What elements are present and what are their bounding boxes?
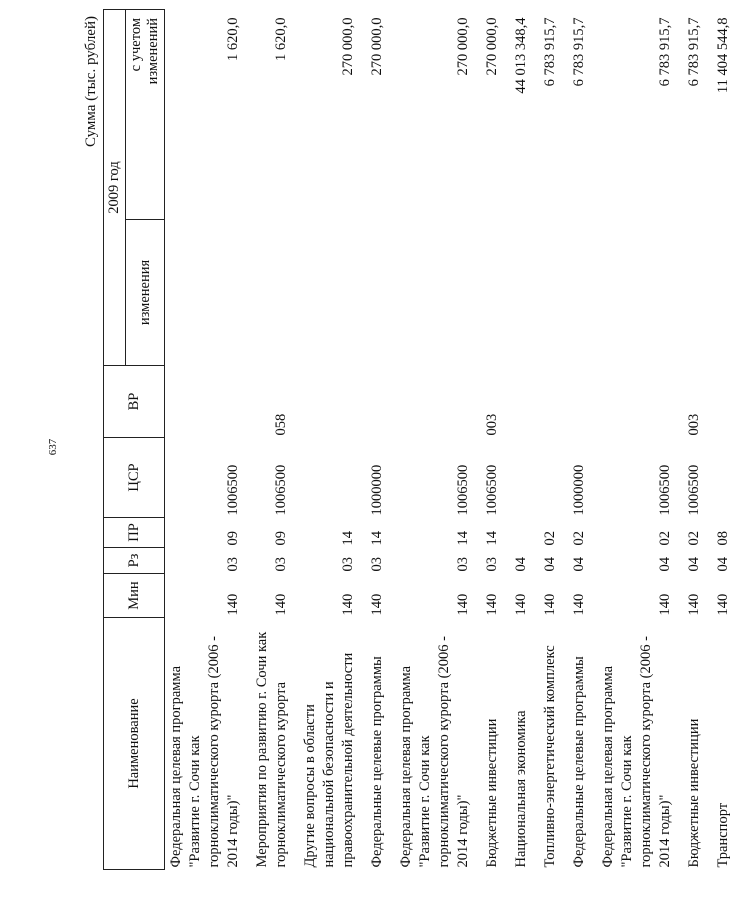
cell-total: 44 013 348,4 bbox=[513, 17, 529, 94]
cell-csr bbox=[504, 438, 533, 518]
cell-pr: 14 bbox=[455, 531, 471, 546]
cell-name: Бюджетные инвестиции bbox=[686, 718, 702, 868]
header-total-line1: с учетом bbox=[128, 17, 144, 72]
header-changes: изменения bbox=[126, 220, 165, 366]
table-row bbox=[475, 9, 504, 869]
header-min: Мин bbox=[104, 574, 165, 618]
cell-min: 140 bbox=[542, 593, 558, 616]
cell-csr bbox=[533, 438, 562, 518]
cell-changes bbox=[475, 220, 504, 366]
cell-total: 6 783 915,7 bbox=[542, 17, 558, 87]
cell-min: 140 bbox=[657, 593, 673, 616]
cell-changes bbox=[504, 220, 533, 366]
cell-rz: 04 bbox=[571, 557, 587, 572]
cell-csr: 1006500 bbox=[686, 464, 702, 516]
cell-changes bbox=[389, 220, 475, 366]
cell-vr: 058 bbox=[273, 413, 289, 436]
table-row bbox=[533, 9, 562, 869]
table-row bbox=[389, 9, 475, 869]
cell-pr: 14 bbox=[369, 531, 385, 546]
cell-name: Другие вопросы в области национальной безопасности и правоохранительной деятельности bbox=[302, 652, 356, 868]
header-csr: ЦСР bbox=[104, 438, 165, 518]
cell-rz: 03 bbox=[455, 557, 471, 572]
header-year: 2009 год bbox=[104, 9, 126, 365]
header-total bbox=[126, 9, 165, 219]
cell-name: Транспорт bbox=[715, 802, 731, 868]
table-row bbox=[677, 9, 706, 869]
cell-rz: 03 bbox=[225, 557, 241, 572]
cell-pr: 02 bbox=[571, 531, 587, 546]
cell-rz: 03 bbox=[484, 557, 500, 572]
cell-pr: 14 bbox=[484, 531, 500, 546]
cell-csr bbox=[293, 438, 360, 518]
cell-min: 140 bbox=[513, 593, 529, 616]
cell-total: 1 620,0 bbox=[273, 17, 289, 61]
cell-changes bbox=[677, 220, 706, 366]
cell-name: Топливно-энергетический комплекс bbox=[542, 645, 558, 868]
cell-rz: 04 bbox=[542, 557, 558, 572]
cell-changes bbox=[562, 220, 591, 366]
cell-name: Мероприятия по развитию г. Сочи как горноклиматического курорта bbox=[254, 631, 289, 868]
table-body bbox=[165, 9, 735, 869]
cell-vr bbox=[533, 366, 562, 438]
budget-table bbox=[103, 9, 735, 870]
cell-name: Федеральные целевые программы bbox=[369, 656, 385, 868]
cell-vr: 003 bbox=[686, 413, 702, 436]
table-row bbox=[293, 9, 360, 869]
cell-total: 270 000,0 bbox=[369, 17, 385, 76]
header-vr: ВР bbox=[104, 366, 165, 438]
table-row bbox=[165, 9, 246, 869]
cell-total: 270 000,0 bbox=[484, 17, 500, 76]
page-number: 637 bbox=[47, 438, 59, 456]
cell-rz: 04 bbox=[686, 557, 702, 572]
cell-changes bbox=[360, 220, 389, 366]
cell-min: 140 bbox=[571, 593, 587, 616]
cell-vr bbox=[165, 366, 246, 438]
header-total-line2: изменений bbox=[145, 17, 161, 85]
cell-min: 140 bbox=[686, 593, 702, 616]
cell-pr bbox=[504, 518, 533, 548]
cell-changes bbox=[245, 220, 293, 366]
cell-vr bbox=[562, 366, 591, 438]
cell-rz: 04 bbox=[657, 557, 673, 572]
cell-min: 140 bbox=[273, 593, 289, 616]
cell-vr bbox=[706, 366, 735, 438]
cell-name: Федеральная целевая программа "Развитие г. Сочи как горноклиматического курорта (2006 - 2014 годы)" bbox=[398, 636, 471, 868]
cell-changes bbox=[706, 220, 735, 366]
cell-name: Бюджетные инвестиции bbox=[484, 718, 500, 868]
cell-total: 11 404 544,8 bbox=[715, 17, 731, 94]
cell-total: 270 000,0 bbox=[340, 17, 356, 76]
cell-csr: 1006500 bbox=[657, 464, 673, 516]
cell-min: 140 bbox=[225, 593, 241, 616]
cell-csr: 1000000 bbox=[369, 464, 385, 516]
cell-pr: 09 bbox=[225, 531, 241, 546]
cell-min: 140 bbox=[715, 593, 731, 616]
table-row bbox=[591, 9, 677, 869]
cell-csr: 1006500 bbox=[484, 464, 500, 516]
cell-pr: 02 bbox=[542, 531, 558, 546]
header-name: Наименование bbox=[104, 618, 165, 870]
cell-name: Национальная экономика bbox=[513, 710, 529, 868]
cell-vr: 003 bbox=[484, 413, 500, 436]
cell-total: 6 783 915,7 bbox=[571, 17, 587, 87]
cell-pr: 14 bbox=[340, 531, 356, 546]
cell-vr bbox=[389, 366, 475, 438]
table-header bbox=[104, 9, 165, 869]
cell-name: Федеральная целевая программа "Развитие г. Сочи как горноклиматического курорта (2006 - 2014 годы)" bbox=[600, 636, 673, 868]
table-row bbox=[360, 9, 389, 869]
cell-vr bbox=[293, 366, 360, 438]
cell-rz: 04 bbox=[715, 557, 731, 572]
cell-name: Федеральная целевая программа "Развитие г. Сочи как горноклиматического курорта (2006 - 2014 годы)" bbox=[168, 636, 241, 868]
cell-rz: 03 bbox=[273, 557, 289, 572]
cell-rz: 04 bbox=[513, 557, 529, 572]
cell-total: 270 000,0 bbox=[455, 17, 471, 76]
table-row bbox=[504, 9, 533, 869]
table-row bbox=[245, 9, 293, 869]
cell-rz: 03 bbox=[340, 557, 356, 572]
cell-vr bbox=[591, 366, 677, 438]
cell-pr: 02 bbox=[686, 531, 702, 546]
cell-total: 6 783 915,7 bbox=[686, 17, 702, 87]
cell-vr bbox=[504, 366, 533, 438]
cell-min: 140 bbox=[369, 593, 385, 616]
cell-csr: 1000000 bbox=[571, 464, 587, 516]
cell-min: 140 bbox=[455, 593, 471, 616]
header-rz: Рз bbox=[104, 548, 165, 574]
cell-vr bbox=[360, 366, 389, 438]
cell-csr: 1006500 bbox=[273, 464, 289, 516]
cell-pr: 08 bbox=[715, 531, 731, 546]
header-pr: ПР bbox=[104, 518, 165, 548]
cell-changes bbox=[591, 220, 677, 366]
cell-pr: 02 bbox=[657, 531, 673, 546]
cell-csr bbox=[706, 438, 735, 518]
cell-changes bbox=[165, 220, 246, 366]
cell-pr: 09 bbox=[273, 531, 289, 546]
cell-csr: 1006500 bbox=[455, 464, 471, 516]
cell-total: 1 620,0 bbox=[225, 17, 241, 61]
cell-csr: 1006500 bbox=[225, 464, 241, 516]
cell-rz: 03 bbox=[369, 557, 385, 572]
table-row bbox=[706, 9, 735, 869]
cell-changes bbox=[533, 220, 562, 366]
budget-sheet bbox=[78, 10, 731, 870]
amount-caption: Сумма (тыс. рублей) bbox=[83, 16, 99, 148]
cell-min: 140 bbox=[484, 593, 500, 616]
cell-changes bbox=[293, 220, 360, 366]
cell-name: Федеральные целевые программы bbox=[571, 656, 587, 868]
cell-total: 6 783 915,7 bbox=[657, 17, 673, 87]
table-row bbox=[562, 9, 591, 869]
cell-min: 140 bbox=[340, 593, 356, 616]
